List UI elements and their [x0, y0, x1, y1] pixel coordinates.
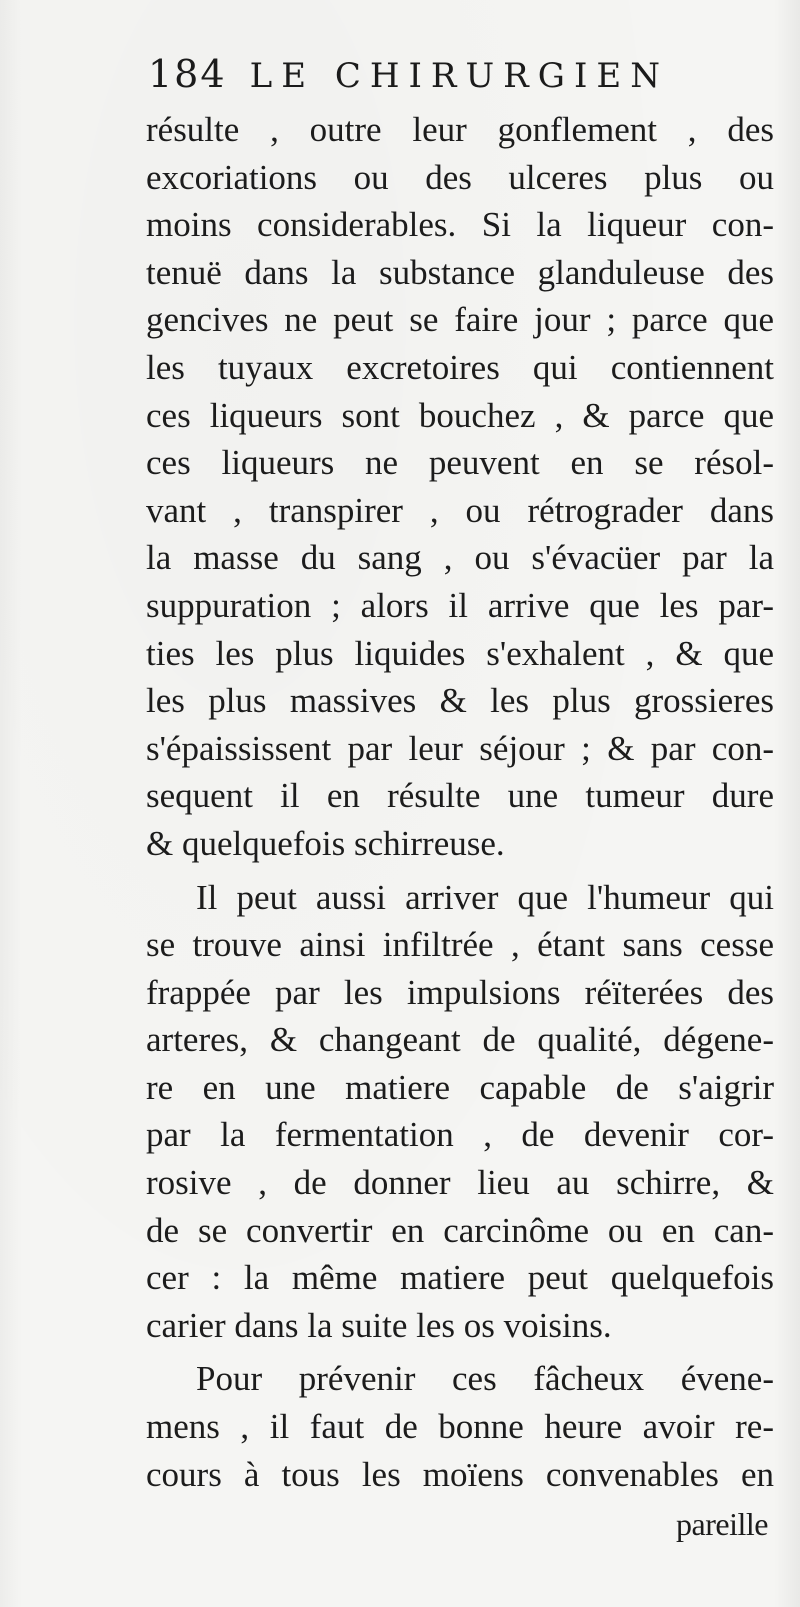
text-line: gencives ne peut se faire jour ; parce que — [146, 300, 774, 340]
text-line: cer : la même matiere peut quelquefois — [146, 1258, 774, 1298]
text-line: la masse du sang , ou s'évacüer par la — [146, 538, 774, 578]
text-line: résulte , outre leur gonflement , des — [146, 110, 774, 149]
text-line: excoriations ou des ulceres plus ou — [146, 157, 774, 197]
text-line: par la fermentation , de devenir cor- — [146, 1115, 774, 1155]
text-line: les plus massives & les plus grossieres — [146, 681, 774, 721]
text-line: Pour prévenir ces fâcheux évene- — [196, 1359, 774, 1399]
text-line: re en une matiere capable de s'aigrir — [146, 1067, 774, 1107]
text-line: tenuë dans la substance glanduleuse des — [146, 252, 774, 292]
text-line: ties les plus liquides s'exhalent , & que — [146, 633, 774, 673]
text-line: vant , transpirer , ou rétrograder dans — [146, 490, 774, 530]
text-line: mens , il faut de bonne heure avoir re- — [146, 1407, 774, 1447]
text-line: se trouve ainsi infiltrée , étant sans cesse — [146, 925, 774, 965]
catchword: pareille — [676, 1506, 768, 1542]
running-head — [148, 52, 748, 108]
text-line: s'épaississent par leur séjour ; & par con- — [146, 728, 774, 768]
text-line: sequent il en résulte une tumeur dure — [146, 776, 774, 816]
body-text — [146, 106, 774, 1498]
page-edge-shadow — [774, 0, 800, 1607]
running-title: LE CHIRURGIEN — [249, 56, 669, 96]
text-line: les tuyaux excretoires qui contiennent — [146, 347, 774, 387]
page-number: 184 — [148, 52, 227, 96]
text-line: rosive , de donner lieu au schirre, & — [146, 1163, 774, 1203]
text-line: cours à tous les moïens convenables en — [146, 1454, 774, 1494]
text-line: arteres, & changeant de qualité, dégene- — [146, 1020, 774, 1060]
text-line: carier dans la suite les os voisins. — [146, 1305, 612, 1345]
text-line: & quelquefois schirreuse. — [146, 823, 505, 863]
text-line: Il peut aussi arriver que l'humeur qui — [196, 877, 774, 917]
text-line: suppuration ; alors il arrive que les par- — [146, 585, 774, 625]
text-line: ces liqueurs ne peuvent en se résol- — [146, 443, 774, 483]
text-line: moins considerables. Si la liqueur con- — [146, 205, 774, 245]
text-line: de se convertir en carcinôme ou en can- — [146, 1210, 774, 1250]
text-line: ces liqueurs sont bouchez , & parce que — [146, 395, 774, 435]
text-line: frappée par les impulsions réïterées des — [146, 972, 774, 1012]
